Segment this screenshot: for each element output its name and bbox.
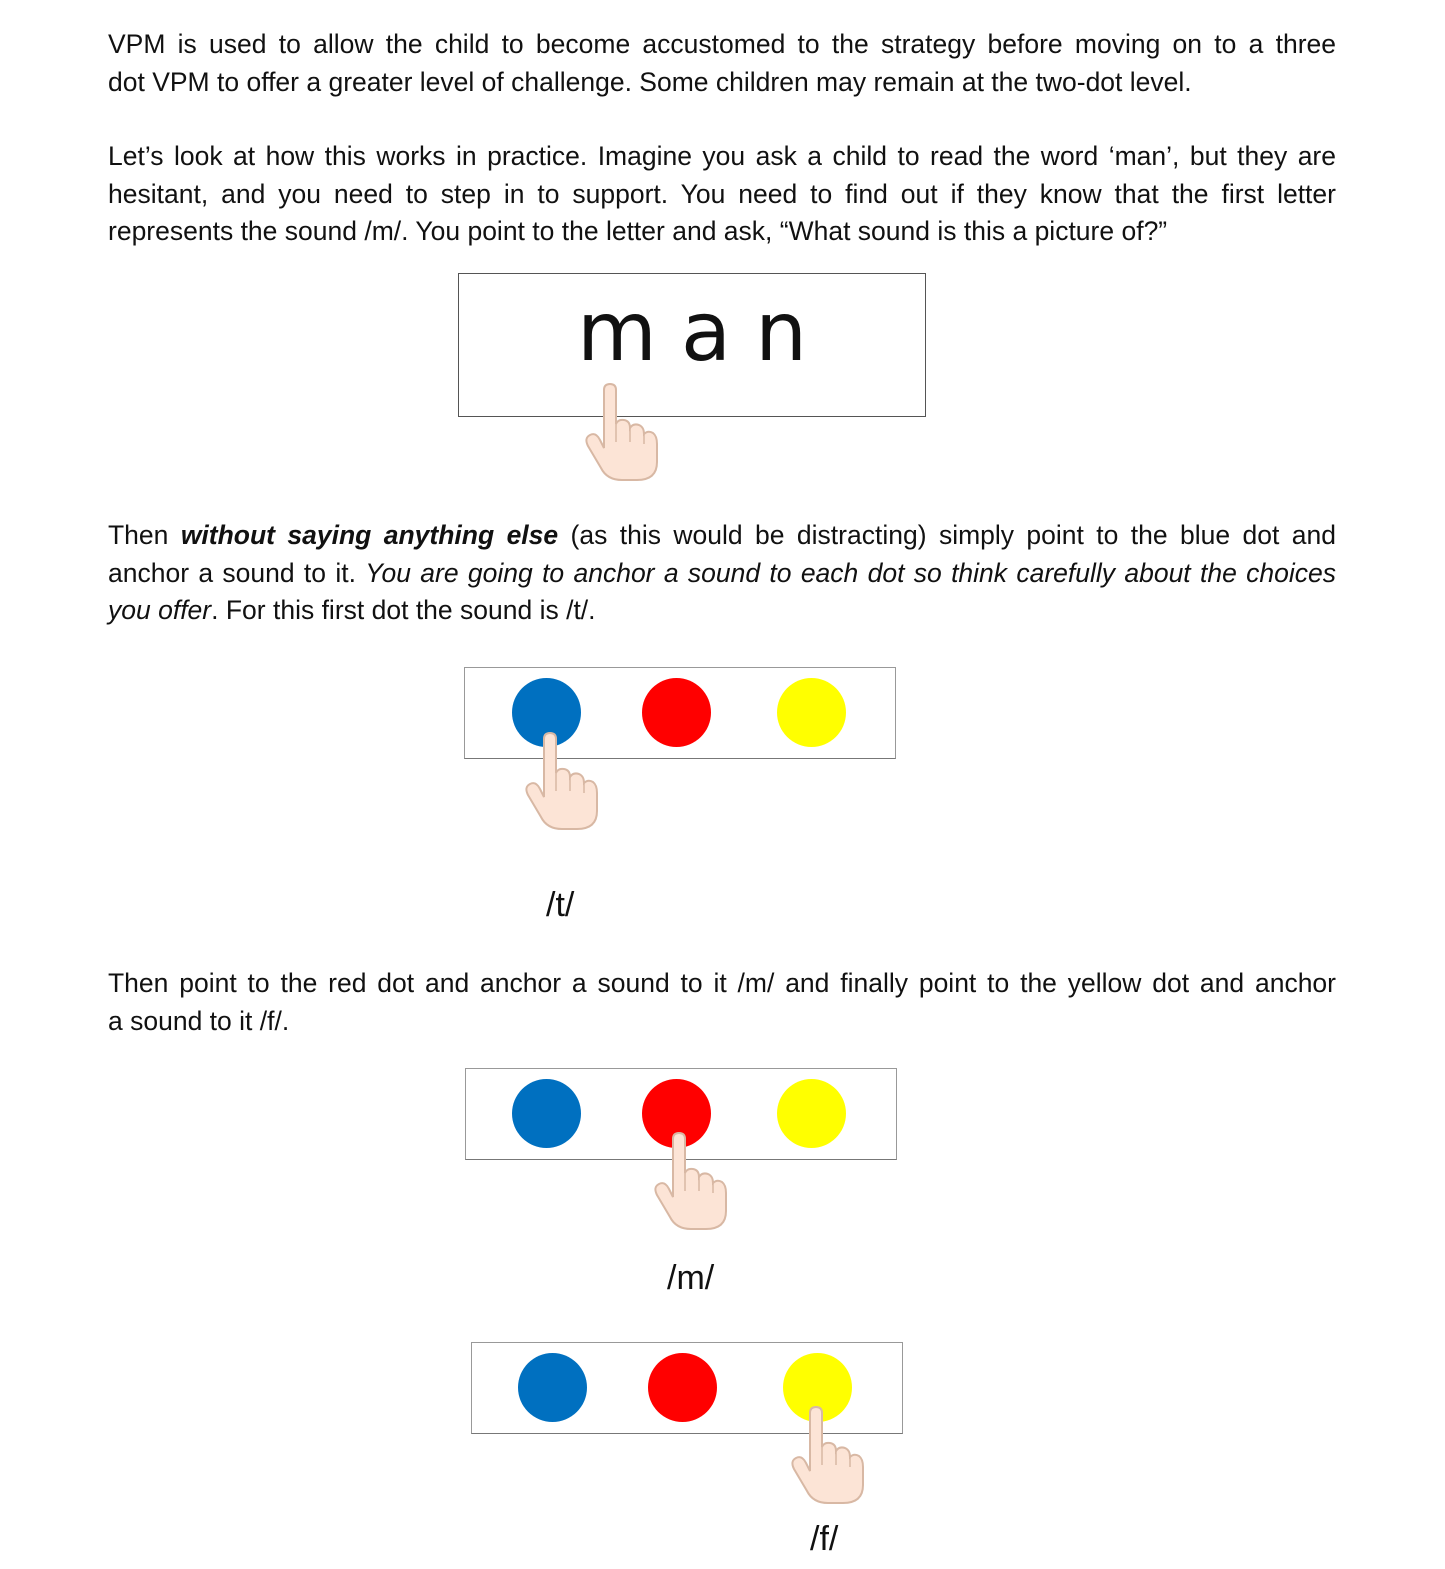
anchor-italic: You are going to anchor a sound to each dot so think carefully about the choices (365, 557, 1336, 588)
red-dot (642, 678, 711, 747)
practice-line-1: Let’s look at how this works in practice. Imagine you ask a child to read the word ‘man’, but they are (108, 141, 1336, 171)
hand-shape (655, 1133, 726, 1229)
yellow-dot (777, 1079, 846, 1148)
intro-line-1: VPM is used to allow the child to become accustomed to the strategy before moving on to a three (108, 29, 1336, 59)
word-card (458, 273, 926, 417)
practice-line-2: hesitant, and you need to step in to support. You need to find out if they know that the first letter (108, 178, 1336, 209)
anchor-line-2: anchor a sound to it. (108, 557, 366, 588)
practice-paragraph (108, 138, 1336, 251)
sound-label-m: /m/ (667, 1259, 715, 1297)
pointing-hand-icon (788, 1407, 868, 1503)
intro-paragraph (108, 26, 1336, 101)
word-card-letters: man (576, 285, 832, 380)
blue-dot (512, 1079, 581, 1148)
red-dot (648, 1353, 717, 1422)
blue-dot (518, 1353, 587, 1422)
yellow-dot (777, 678, 846, 747)
anchor-rest-1: (as this would be distracting) simply point to the blue dot and (558, 520, 1336, 550)
sound-label-f: /f/ (810, 1520, 839, 1558)
anchor-then: Then (108, 520, 181, 550)
next-line-1: Then point to the red dot and anchor a sound to it /m/ and finally point to the yellow dot and anchor (108, 968, 1336, 998)
hand-shape (792, 1407, 863, 1503)
anchor-paragraph (108, 517, 1336, 630)
intro-line-2: dot VPM to offer a greater level of challenge. Some children may remain at the two-dot level. (108, 66, 1192, 97)
pointing-hand-icon (651, 1133, 731, 1229)
hand-shape (526, 733, 597, 829)
practice-line-3: represents the sound /m/. You point to the letter and ask, “What sound is this a picture of?” (108, 216, 1168, 246)
pointing-hand-icon (582, 384, 662, 480)
anchor-line-3-italic: you offer (108, 595, 212, 625)
anchor-line-3-rest: . For this first dot the sound is /t/. (211, 595, 596, 625)
pointing-hand-icon (522, 733, 602, 829)
next-paragraph (108, 965, 1336, 1040)
sound-label-t: /t/ (546, 886, 575, 924)
next-line-2: a sound to it /f/. (108, 1005, 290, 1036)
anchor-bold-italic: without saying anything else (180, 520, 559, 550)
hand-shape (586, 384, 657, 480)
